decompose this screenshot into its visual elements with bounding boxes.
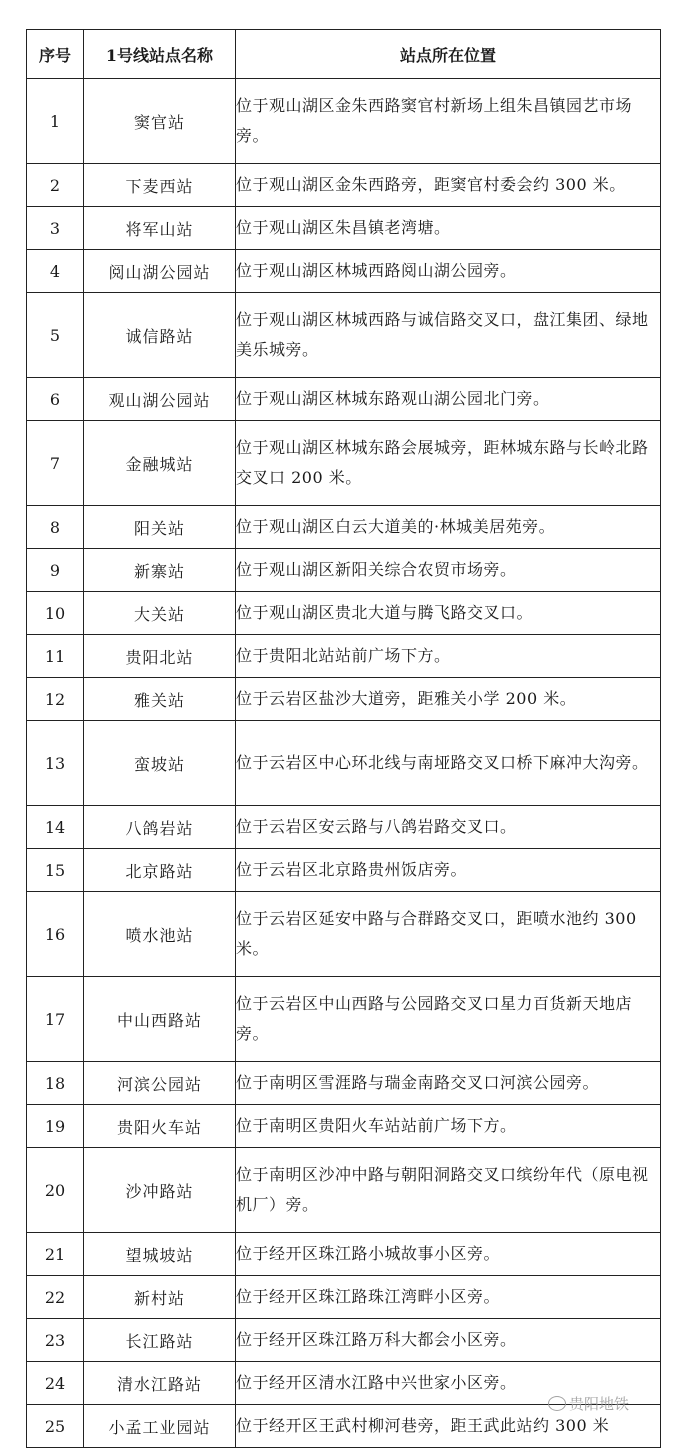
table-row: [27, 806, 661, 849]
row-seq: 8: [27, 506, 84, 549]
table-row: [27, 721, 661, 806]
row-seq: 18: [27, 1062, 84, 1105]
row-station-name: 八鸽岩站: [84, 806, 236, 849]
table-row: [27, 250, 661, 293]
row-station-name: 河滨公园站: [84, 1062, 236, 1105]
stations-table: [26, 29, 661, 1448]
row-location: 位于经开区珠江路万科大都会小区旁。: [236, 1319, 661, 1362]
row-seq: 10: [27, 592, 84, 635]
row-seq: 19: [27, 1105, 84, 1148]
header-station-name: 1号线站点名称: [84, 30, 236, 79]
row-location: 位于贵阳北站站前广场下方。: [236, 635, 661, 678]
row-station-name: 窦官站: [84, 79, 236, 164]
watermark: [548, 1393, 629, 1414]
row-station-name: 北京路站: [84, 849, 236, 892]
wechat-icon: [548, 1396, 566, 1411]
table-row: [27, 592, 661, 635]
row-location: 位于南明区贵阳火车站站前广场下方。: [236, 1105, 661, 1148]
header-seq: 序号: [27, 30, 84, 79]
row-seq: 21: [27, 1233, 84, 1276]
row-station-name: 贵阳北站: [84, 635, 236, 678]
table-row: [27, 164, 661, 207]
table-row: [27, 635, 661, 678]
row-station-name: 沙冲路站: [84, 1148, 236, 1233]
row-location: 位于云岩区安云路与八鸽岩路交叉口。: [236, 806, 661, 849]
row-location: 位于观山湖区林城西路阅山湖公园旁。: [236, 250, 661, 293]
row-seq: 16: [27, 892, 84, 977]
row-seq: 17: [27, 977, 84, 1062]
table-row: [27, 549, 661, 592]
row-seq: 3: [27, 207, 84, 250]
table-row: [27, 378, 661, 421]
table-row: [27, 293, 661, 378]
table-row: [27, 1319, 661, 1362]
table-row: [27, 79, 661, 164]
row-station-name: 观山湖公园站: [84, 378, 236, 421]
row-station-name: 下麦西站: [84, 164, 236, 207]
watermark-text: 贵阳地铁: [569, 1395, 630, 1413]
row-location: 位于观山湖区白云大道美的·林城美居苑旁。: [236, 506, 661, 549]
row-station-name: 将军山站: [84, 207, 236, 250]
header-location: 站点所在位置: [236, 30, 661, 79]
row-location: 位于观山湖区贵北大道与腾飞路交叉口。: [236, 592, 661, 635]
row-station-name: 蛮坡站: [84, 721, 236, 806]
row-station-name: 阳关站: [84, 506, 236, 549]
row-station-name: 贵阳火车站: [84, 1105, 236, 1148]
row-location: 位于观山湖区林城东路会展城旁，距林城东路与长岭北路交叉口 200 米。: [236, 421, 661, 506]
row-location: 位于南明区沙冲中路与朝阳洞路交叉口缤纷年代（原电视机厂）旁。: [236, 1148, 661, 1233]
table-row: [27, 207, 661, 250]
row-seq: 22: [27, 1276, 84, 1319]
table-row: [27, 1062, 661, 1105]
row-seq: 25: [27, 1405, 84, 1448]
row-location: 位于云岩区北京路贵州饭店旁。: [236, 849, 661, 892]
table-row: [27, 421, 661, 506]
row-location: 位于观山湖区林城西路与诚信路交叉口，盘江集团、绿地美乐城旁。: [236, 293, 661, 378]
row-station-name: 雅关站: [84, 678, 236, 721]
row-seq: 24: [27, 1362, 84, 1405]
row-seq: 23: [27, 1319, 84, 1362]
row-location: 位于观山湖区朱昌镇老湾塘。: [236, 207, 661, 250]
row-station-name: 清水江路站: [84, 1362, 236, 1405]
row-seq: 15: [27, 849, 84, 892]
row-station-name: 新寨站: [84, 549, 236, 592]
row-location: 位于云岩区中心环北线与南垭路交叉口桥下麻冲大沟旁。: [236, 721, 661, 806]
row-location: 位于经开区王武村柳河巷旁，距王武此站约 300 米: [236, 1405, 661, 1448]
row-location: 位于云岩区中山西路与公园路交叉口星力百货新天地店旁。: [236, 977, 661, 1062]
table-header-row: [27, 30, 661, 79]
row-location: 位于云岩区盐沙大道旁，距雅关小学 200 米。: [236, 678, 661, 721]
row-seq: 5: [27, 293, 84, 378]
table-row: [27, 977, 661, 1062]
table-row: [27, 678, 661, 721]
row-location: 位于观山湖区金朱西路窦官村新场上组朱昌镇园艺市场旁。: [236, 79, 661, 164]
row-location: 位于云岩区延安中路与合群路交叉口，距喷水池约 300 米。: [236, 892, 661, 977]
row-station-name: 金融城站: [84, 421, 236, 506]
row-location: 位于经开区珠江路小城故事小区旁。: [236, 1233, 661, 1276]
row-seq: 4: [27, 250, 84, 293]
table-row: [27, 1105, 661, 1148]
row-station-name: 喷水池站: [84, 892, 236, 977]
row-seq: 13: [27, 721, 84, 806]
table-row: [27, 1233, 661, 1276]
row-location: 位于经开区清水江路中兴世家小区旁。: [236, 1362, 661, 1405]
row-seq: 14: [27, 806, 84, 849]
row-seq: 1: [27, 79, 84, 164]
row-station-name: 诚信路站: [84, 293, 236, 378]
row-seq: 9: [27, 549, 84, 592]
row-location: 位于南明区雪涯路与瑞金南路交叉口河滨公园旁。: [236, 1062, 661, 1105]
table-row: [27, 1148, 661, 1233]
row-station-name: 长江路站: [84, 1319, 236, 1362]
row-location: 位于观山湖区金朱西路旁，距窦官村委会约 300 米。: [236, 164, 661, 207]
row-station-name: 新村站: [84, 1276, 236, 1319]
row-location: 位于观山湖区新阳关综合农贸市场旁。: [236, 549, 661, 592]
row-station-name: 望城坡站: [84, 1233, 236, 1276]
row-station-name: 中山西路站: [84, 977, 236, 1062]
table-row: [27, 849, 661, 892]
row-station-name: 大关站: [84, 592, 236, 635]
row-seq: 12: [27, 678, 84, 721]
row-seq: 2: [27, 164, 84, 207]
row-seq: 6: [27, 378, 84, 421]
table-row: [27, 506, 661, 549]
row-station-name: 阅山湖公园站: [84, 250, 236, 293]
row-seq: 11: [27, 635, 84, 678]
row-seq: 20: [27, 1148, 84, 1233]
table-row: [27, 1276, 661, 1319]
row-seq: 7: [27, 421, 84, 506]
table-row: [27, 892, 661, 977]
row-location: 位于观山湖区林城东路观山湖公园北门旁。: [236, 378, 661, 421]
row-location: 位于经开区珠江路珠江湾畔小区旁。: [236, 1276, 661, 1319]
row-station-name: 小孟工业园站: [84, 1405, 236, 1448]
